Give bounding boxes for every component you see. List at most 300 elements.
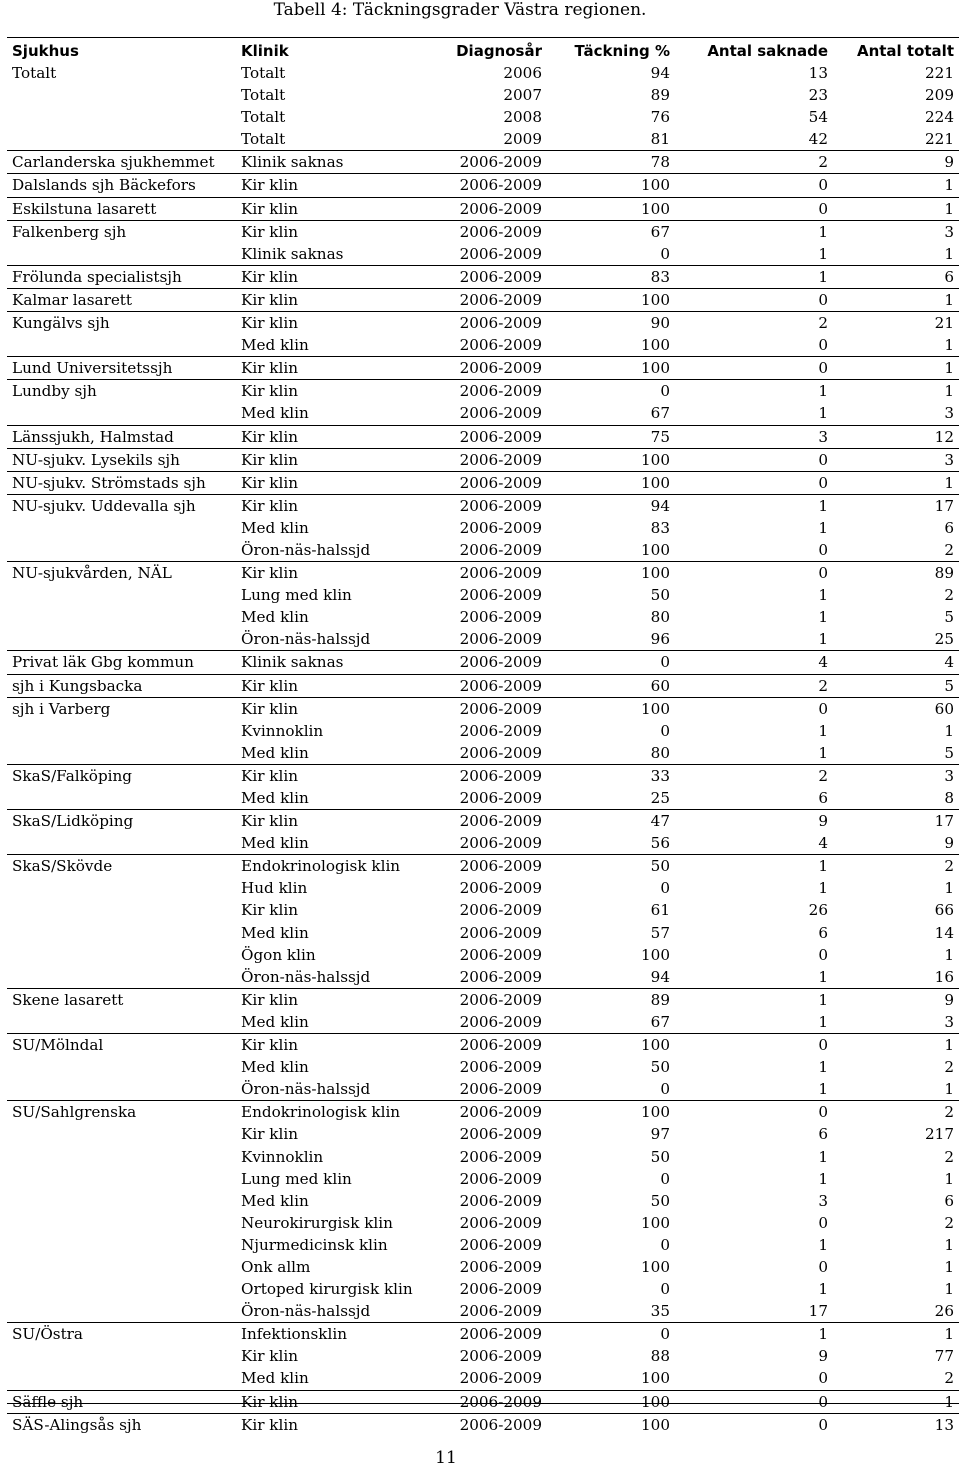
table-row: [7, 1390, 959, 1413]
cell-antal-saknade: 3: [818, 1191, 828, 1210]
cell-antal-saknade: 1: [818, 1058, 828, 1077]
cell-diagnosar: 2006-2009: [459, 1347, 542, 1366]
cell-sjukhus: NU-sjukv. Lysekils sjh: [7, 448, 236, 471]
cell-tackning: 100: [641, 1257, 670, 1276]
cell-antal-saknade: 17: [808, 1302, 828, 1321]
cell-sjukhus: Frölunda specialistsjh: [7, 265, 236, 288]
cell-sjukhus: [7, 787, 236, 810]
table-row: [7, 1078, 959, 1101]
cell-diagnosar: 2006-2009: [435, 855, 547, 878]
cell-antal-saknade: 0: [675, 174, 833, 197]
cell-tackning: 35: [650, 1302, 670, 1321]
cell-klinik: Kir klin: [236, 425, 435, 448]
cell-klinik: Med klin: [241, 404, 309, 423]
cell-tackning: 67: [650, 404, 670, 423]
table-row: [7, 151, 959, 174]
cell-sjukhus: [7, 1300, 236, 1323]
cell-antal-saknade: 0: [675, 357, 833, 380]
cell-sjukhus: [7, 84, 236, 106]
cell-klinik: Lung med klin: [241, 586, 352, 605]
table-row: [7, 197, 959, 220]
cell-diagnosar: 2006-2009: [435, 1413, 547, 1436]
cell-klinik: Kir klin: [236, 810, 435, 833]
cell-klinik: Kir klin: [236, 380, 435, 403]
cell-antal-saknade: 1: [675, 265, 833, 288]
cell-tackning: 0: [547, 651, 675, 674]
table-row: [7, 380, 959, 403]
top-rule: [7, 37, 959, 38]
cell-antal-saknade: 0: [675, 562, 833, 585]
cell-sjukhus: [7, 106, 236, 128]
cell-antal-totalt: 6: [944, 1191, 954, 1210]
cell-antal-saknade: 9: [818, 1347, 828, 1366]
table-caption: [0, 0, 960, 22]
cell-tackning: 100: [641, 1369, 670, 1388]
table-row: [7, 1234, 959, 1256]
cell-antal-totalt: 1: [944, 336, 954, 355]
cell-tackning: 67: [650, 1012, 670, 1031]
cell-diagnosar: 2006-2009: [459, 608, 542, 627]
cell-tackning: 100: [641, 540, 670, 559]
cell-diagnosar: 2006-2009: [459, 967, 542, 986]
cell-antal-saknade: 1: [818, 518, 828, 537]
cell-diagnosar: 2006-2009: [435, 764, 547, 787]
cell-antal-saknade: 1: [818, 967, 828, 986]
table-row: [7, 243, 959, 266]
cell-klinik: Klinik saknas: [236, 151, 435, 174]
cell-antal-totalt: 209: [925, 86, 954, 105]
cell-antal-saknade: 4: [675, 651, 833, 674]
table-row: [7, 128, 959, 151]
cell-klinik: Endokrinologisk klin: [236, 855, 435, 878]
cell-diagnosar: 2006-2009: [459, 586, 542, 605]
cell-sjukhus: Länssjukh, Halmstad: [7, 425, 236, 448]
header-diagnosar: Diagnosår: [456, 42, 542, 60]
cell-sjukhus: Lundby sjh: [7, 380, 236, 403]
cell-antal-saknade: 1: [818, 879, 828, 898]
cell-sjukhus: [7, 1011, 236, 1034]
cell-diagnosar: 2006-2009: [435, 651, 547, 674]
table-row: [7, 674, 959, 697]
cell-tackning: 50: [650, 586, 670, 605]
cell-antal-saknade: 1: [818, 721, 828, 740]
cell-sjukhus: Carlanderska sjukhemmet: [7, 151, 236, 174]
cell-sjukhus: [7, 1212, 236, 1234]
cell-klinik: Öron-näs-halssjd: [241, 1302, 371, 1321]
cell-tackning: 100: [547, 471, 675, 494]
cell-diagnosar: 2006-2009: [435, 562, 547, 585]
table-row: [7, 764, 959, 787]
cell-diagnosar: 2006-2009: [459, 336, 542, 355]
cell-klinik: Totalt: [241, 108, 286, 127]
cell-sjukhus: Lund Universitetssjh: [7, 357, 236, 380]
cell-sjukhus: [7, 584, 236, 606]
table-row: [7, 787, 959, 810]
table-row: [7, 988, 959, 1011]
cell-sjukhus: [7, 243, 236, 266]
cell-tackning: 100: [547, 1390, 675, 1413]
header-antal-saknade: Antal saknade: [707, 42, 828, 60]
cell-diagnosar: 2006-2009: [459, 721, 542, 740]
cell-sjukhus: Eskilstuna lasarett: [7, 197, 236, 220]
table-row: [7, 562, 959, 585]
cell-antal-saknade: 1: [818, 1280, 828, 1299]
table-row: [7, 1345, 959, 1367]
table-row: [7, 584, 959, 606]
cell-antal-saknade: 1: [675, 220, 833, 243]
cell-antal-saknade: 1: [818, 1080, 828, 1099]
cell-klinik: Öron-näs-halssjd: [241, 1080, 371, 1099]
cell-diagnosar: 2006-2009: [459, 1257, 542, 1276]
cell-tackning: 80: [650, 743, 670, 762]
cell-tackning: 94: [650, 64, 670, 82]
cell-tackning: 50: [650, 1058, 670, 1077]
cell-antal-totalt: 6: [833, 265, 959, 288]
header-klinik: Klinik: [241, 42, 289, 60]
header-sjukhus: Sjukhus: [12, 42, 79, 60]
table-row: [7, 62, 959, 84]
cell-antal-saknade: 13: [808, 64, 828, 82]
cell-klinik: Med klin: [241, 1058, 309, 1077]
cell-tackning: 50: [650, 1191, 670, 1210]
cell-antal-saknade: 0: [818, 1369, 828, 1388]
cell-sjukhus: [7, 1056, 236, 1078]
cell-sjukhus: [7, 742, 236, 765]
cell-antal-totalt: 221: [925, 130, 954, 149]
cell-diagnosar: 2006-2009: [435, 425, 547, 448]
cell-tackning: 25: [650, 789, 670, 807]
cell-tackning: 75: [547, 425, 675, 448]
table-row: [7, 606, 959, 628]
cell-tackning: 89: [547, 988, 675, 1011]
table-row: [7, 106, 959, 128]
cell-sjukhus: [7, 966, 236, 989]
cell-klinik: Kir klin: [236, 697, 435, 720]
cell-klinik: Kir klin: [236, 764, 435, 787]
cell-klinik: Med klin: [241, 1012, 309, 1031]
cell-antal-totalt: 1: [833, 357, 959, 380]
table-row: [7, 174, 959, 197]
cell-tackning: 0: [660, 1169, 670, 1188]
cell-antal-totalt: 2: [833, 855, 959, 878]
cell-diagnosar: 2006-2009: [435, 174, 547, 197]
cell-tackning: 100: [641, 1213, 670, 1232]
table-row: [7, 1367, 959, 1390]
cell-diagnosar: 2007: [503, 86, 542, 105]
table-row: [7, 922, 959, 944]
cell-tackning: 100: [547, 288, 675, 311]
cell-antal-totalt: 1: [944, 1280, 954, 1299]
table-row: [7, 1168, 959, 1190]
cell-sjukhus: [7, 1256, 236, 1278]
cell-tackning: 47: [547, 810, 675, 833]
cell-antal-totalt: 1: [944, 721, 954, 740]
cell-sjukhus: [7, 1345, 236, 1367]
cell-sjukhus: Dalslands sjh Bäckefors: [7, 174, 236, 197]
cell-klinik: Kir klin: [236, 312, 435, 335]
cell-antal-totalt: 4: [833, 651, 959, 674]
table-row: [7, 832, 959, 855]
cell-antal-saknade: 0: [675, 288, 833, 311]
cell-klinik: Med klin: [241, 1191, 309, 1210]
table-row: [7, 966, 959, 989]
cell-antal-totalt: 2: [944, 1213, 954, 1232]
cell-antal-saknade: 1: [818, 244, 828, 263]
table-row: [7, 1212, 959, 1234]
cell-antal-saknade: 0: [675, 697, 833, 720]
page-number-text: 11: [435, 1448, 457, 1468]
cell-antal-saknade: 1: [818, 1235, 828, 1254]
cell-antal-totalt: 12: [833, 425, 959, 448]
cell-antal-saknade: 2: [675, 764, 833, 787]
cell-antal-saknade: 0: [675, 1034, 833, 1057]
cell-klinik: Lung med klin: [241, 1169, 352, 1188]
table-row: [7, 1256, 959, 1278]
table-row: [7, 742, 959, 765]
page-number: [0, 1448, 960, 1468]
cell-tackning: 100: [547, 562, 675, 585]
cell-diagnosar: 2006-2009: [435, 265, 547, 288]
cell-antal-saknade: 1: [818, 586, 828, 605]
table-row: [7, 334, 959, 357]
cell-tackning: 0: [660, 721, 670, 740]
cell-sjukhus: SkaS/Lidköping: [7, 810, 236, 833]
cell-klinik: Hud klin: [241, 879, 308, 898]
cell-antal-totalt: 8: [944, 789, 954, 807]
cell-antal-totalt: 1: [944, 1169, 954, 1188]
cell-diagnosar: 2006-2009: [459, 518, 542, 537]
cell-sjukhus: [7, 1078, 236, 1101]
cell-antal-totalt: 1: [833, 197, 959, 220]
cell-sjukhus: NU-sjukv. Strömstads sjh: [7, 471, 236, 494]
cell-antal-saknade: 1: [818, 743, 828, 762]
cell-sjukhus: [7, 1123, 236, 1145]
cell-diagnosar: 2006-2009: [435, 988, 547, 1011]
cell-sjukhus: Totalt: [12, 64, 57, 82]
cell-klinik: Njurmedicinsk klin: [241, 1235, 388, 1254]
table-header: [7, 40, 959, 62]
cell-tackning: 88: [650, 1347, 670, 1366]
cell-tackning: 100: [547, 1101, 675, 1124]
cell-antal-saknade: 0: [818, 1213, 828, 1232]
cell-antal-saknade: 0: [818, 945, 828, 964]
cell-antal-saknade: 6: [818, 923, 828, 942]
cell-sjukhus: [7, 517, 236, 539]
cell-antal-totalt: 2: [944, 1147, 954, 1166]
cell-antal-totalt: 3: [833, 220, 959, 243]
cell-diagnosar: 2006-2009: [459, 1213, 542, 1232]
cell-antal-totalt: 1: [833, 288, 959, 311]
cell-diagnosar: 2006-2009: [435, 288, 547, 311]
cell-antal-saknade: 1: [675, 988, 833, 1011]
cell-diagnosar: 2006-2009: [459, 630, 542, 649]
cell-klinik: Totalt: [241, 130, 286, 149]
cell-sjukhus: SkaS/Falköping: [7, 764, 236, 787]
cell-sjukhus: [7, 402, 236, 425]
cell-klinik: Kir klin: [236, 988, 435, 1011]
cell-klinik: Neurokirurgisk klin: [241, 1213, 393, 1232]
table-row: [7, 944, 959, 966]
cell-klinik: Med klin: [241, 789, 309, 807]
cell-sjukhus: SU/Mölndal: [7, 1034, 236, 1057]
cell-antal-saknade: 2: [675, 151, 833, 174]
cell-sjukhus: Skene lasarett: [7, 988, 236, 1011]
cell-diagnosar: 2006-2009: [435, 674, 547, 697]
cell-antal-saknade: 1: [818, 1147, 828, 1166]
cell-klinik: Kir klin: [241, 1125, 298, 1144]
table-row: [7, 651, 959, 674]
cell-antal-totalt: 13: [833, 1413, 959, 1436]
cell-antal-saknade: 0: [818, 336, 828, 355]
table-row: [7, 899, 959, 921]
cell-tackning: 97: [650, 1125, 670, 1144]
cell-antal-saknade: 3: [675, 425, 833, 448]
cell-tackning: 60: [547, 674, 675, 697]
cell-diagnosar: 2006-2009: [459, 945, 542, 964]
cell-sjukhus: SkaS/Skövde: [7, 855, 236, 878]
cell-tackning: 0: [660, 879, 670, 898]
cell-klinik: Totalt: [241, 86, 286, 105]
cell-sjukhus: [7, 1146, 236, 1168]
cell-tackning: 100: [547, 1413, 675, 1436]
cell-antal-totalt: 89: [833, 562, 959, 585]
coverage-table: [7, 40, 959, 1436]
cell-diagnosar: 2009: [503, 130, 542, 149]
cell-antal-saknade: 2: [675, 674, 833, 697]
cell-diagnosar: 2006-2009: [459, 1302, 542, 1321]
cell-sjukhus: SU/Östra: [7, 1323, 236, 1346]
cell-klinik: Kir klin: [241, 901, 298, 920]
cell-tackning: 57: [650, 923, 670, 942]
cell-klinik: Kir klin: [236, 1413, 435, 1436]
cell-antal-totalt: 2: [944, 586, 954, 605]
cell-antal-saknade: 1: [818, 1169, 828, 1188]
cell-sjukhus: Säffle sjh: [7, 1390, 236, 1413]
cell-antal-totalt: 1: [833, 471, 959, 494]
cell-antal-saknade: 26: [808, 901, 828, 920]
header-row: [7, 40, 959, 62]
cell-antal-totalt: 14: [934, 923, 954, 942]
table-row: [7, 1101, 959, 1124]
cell-sjukhus: [7, 944, 236, 966]
table-row: [7, 494, 959, 517]
cell-antal-saknade: 0: [675, 197, 833, 220]
cell-sjukhus: NU-sjukvården, NÄL: [7, 562, 236, 585]
cell-antal-totalt: 1: [833, 1390, 959, 1413]
cell-sjukhus: SU/Sahlgrenska: [7, 1101, 236, 1124]
cell-klinik: Kir klin: [236, 174, 435, 197]
cell-antal-saknade: 23: [808, 86, 828, 105]
cell-diagnosar: 2006-2009: [459, 834, 542, 853]
cell-klinik: Ortoped kirurgisk klin: [241, 1280, 413, 1299]
cell-tackning: 0: [660, 1080, 670, 1099]
cell-antal-totalt: 217: [925, 1125, 954, 1144]
cell-antal-totalt: 1: [944, 244, 954, 263]
table-body: [7, 62, 959, 1436]
cell-antal-saknade: 6: [818, 789, 828, 807]
cell-klinik: Öron-näs-halssjd: [241, 630, 371, 649]
cell-diagnosar: 2006-2009: [435, 312, 547, 335]
cell-antal-totalt: 1: [944, 1080, 954, 1099]
cell-diagnosar: 2006-2009: [459, 1280, 542, 1299]
cell-klinik: Med klin: [241, 336, 309, 355]
cell-klinik: Kir klin: [236, 562, 435, 585]
cell-klinik: Totalt: [241, 64, 286, 82]
cell-antal-saknade: 0: [675, 1390, 833, 1413]
cell-sjukhus: [7, 539, 236, 562]
cell-sjukhus: [7, 877, 236, 899]
cell-klinik: Öron-näs-halssjd: [241, 540, 371, 559]
cell-antal-saknade: 0: [675, 1413, 833, 1436]
cell-klinik: Klinik saknas: [241, 244, 344, 263]
table-row: [7, 402, 959, 425]
cell-diagnosar: 2006-2009: [435, 1101, 547, 1124]
table-row: [7, 1146, 959, 1168]
table-row: [7, 220, 959, 243]
cell-antal-saknade: 1: [818, 608, 828, 627]
cell-diagnosar: 2006-2009: [435, 1323, 547, 1346]
cell-antal-totalt: 77: [934, 1347, 954, 1366]
cell-tackning: 33: [547, 764, 675, 787]
cell-antal-totalt: 60: [833, 697, 959, 720]
cell-antal-totalt: 2: [944, 1058, 954, 1077]
cell-klinik: Med klin: [241, 923, 309, 942]
cell-tackning: 100: [547, 357, 675, 380]
cell-sjukhus: [7, 1367, 236, 1390]
cell-klinik: Kir klin: [236, 471, 435, 494]
cell-diagnosar: 2006-2009: [459, 1012, 542, 1031]
cell-antal-totalt: 1: [833, 1323, 959, 1346]
cell-antal-totalt: 3: [833, 764, 959, 787]
bottom-rule: [7, 1403, 959, 1404]
cell-klinik: Kvinnoklin: [241, 721, 324, 740]
cell-klinik: Kir klin: [236, 357, 435, 380]
cell-diagnosar: 2006-2009: [459, 1169, 542, 1188]
cell-diagnosar: 2006-2009: [459, 1080, 542, 1099]
table-row: [7, 448, 959, 471]
cell-klinik: Med klin: [241, 518, 309, 537]
cell-diagnosar: 2006-2009: [459, 244, 542, 263]
cell-antal-totalt: 224: [925, 108, 954, 127]
cell-antal-saknade: 0: [675, 471, 833, 494]
cell-diagnosar: 2006-2009: [435, 380, 547, 403]
cell-sjukhus: sjh i Kungsbacka: [7, 674, 236, 697]
cell-diagnosar: 2006-2009: [435, 810, 547, 833]
table-row: [7, 517, 959, 539]
cell-antal-totalt: 17: [833, 494, 959, 517]
cell-tackning: 100: [547, 1034, 675, 1057]
cell-klinik: Infektionsklin: [236, 1323, 435, 1346]
table-row: [7, 1123, 959, 1145]
cell-antal-saknade: 1: [818, 404, 828, 423]
cell-sjukhus: [7, 720, 236, 742]
cell-tackning: 90: [547, 312, 675, 335]
table-row: [7, 1011, 959, 1034]
cell-diagnosar: 2006-2009: [459, 1125, 542, 1144]
cell-antal-totalt: 17: [833, 810, 959, 833]
cell-tackning: 0: [547, 380, 675, 403]
cell-tackning: 83: [650, 518, 670, 537]
cell-sjukhus: [7, 606, 236, 628]
cell-tackning: 61: [650, 901, 670, 920]
cell-diagnosar: 2006-2009: [459, 540, 542, 559]
cell-diagnosar: 2006-2009: [459, 404, 542, 423]
cell-antal-saknade: 0: [818, 540, 828, 559]
cell-diagnosar: 2006-2009: [459, 1369, 542, 1388]
cell-antal-saknade: 1: [675, 494, 833, 517]
cell-sjukhus: NU-sjukv. Uddevalla sjh: [7, 494, 236, 517]
cell-tackning: 100: [547, 197, 675, 220]
